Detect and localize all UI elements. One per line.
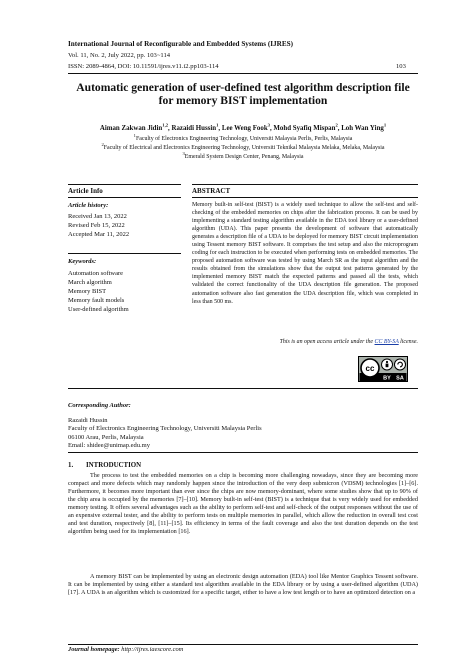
- abstract-text: Memory built-in self-test (BIST) is a widely used technique to allow the self-test and self-checking of the embedded memories on chips after the fabrication process. It can be used by implementing a standard testing algorithm available in the EDA tool library or a user-defined algorithm (UDA). This paper presents the development of software that automatically generates a description file of a UDA to be deployed for memory BIST circuit implementation using Tessent memory BIST software. It comprises the test setup and also the microprogram coding for each instruction to be executed when performing tests on embedded memories. The proposed automation software was tested by using March SR as the input algorithm and the results obtained from the simulations show that the output test patterns generated by the implemented memory BIST match the expected patterns and passed all the tests, which validated the correct functionality of the UDA description file generation. The proposed automation software also fast generation the UDA description file, which was completed in less than 500 ms.: [192, 202, 418, 305]
- keywords-label: Keywords:: [68, 258, 97, 265]
- affiliation-mark: 1: [133, 133, 136, 139]
- affiliation-mark: 2: [101, 142, 104, 148]
- open-access-prefix: This is an open access article under the: [279, 339, 375, 345]
- cc-license-link[interactable]: CC BY-SA: [374, 339, 399, 345]
- author-list: Aiman Zakwan Jidin$^{1,2}$, Razaidi Hussin$^1$, Lee Weng Fook$^3$, Mohd Syafiq Mispan$^2$, Loh Wan Ying$^1$: [99, 122, 387, 132]
- article-history-label: Article history:: [68, 202, 109, 209]
- cc-mark: cc: [365, 364, 375, 373]
- author-name: Razaidi Hussin: [171, 125, 217, 132]
- issn-doi: ISSN: 2089-4864, DOI: 10.11591/ijres.v11.i2.pp103-114: [68, 63, 219, 70]
- keyword-item: Memory BIST: [68, 288, 107, 295]
- author-affiliation-mark: 1,2: [162, 122, 169, 128]
- section-number: 1.: [68, 462, 74, 469]
- paper-title: Automatic generation of user-defined test algorithm description file for memory BIST implementation: [76, 81, 410, 108]
- affiliation-2: [68, 142, 418, 151]
- cc-by-sa-icon[interactable]: [358, 356, 408, 382]
- author-affiliation-mark: 1: [216, 122, 219, 128]
- corresponding-bottom-rule: [68, 452, 418, 453]
- affiliation-text: Faculty of Electrical and Electronics Engineering Technology, Universiti Teknikal Malaysia Melaka, Melaka, Malaysia: [103, 145, 385, 151]
- homepage-url[interactable]: http://ijres.iaescore.com: [121, 646, 184, 653]
- abstract-bottom-rule: [68, 388, 418, 389]
- author-affiliation-mark: 2: [335, 122, 338, 128]
- corresponding-author-block: [68, 402, 262, 451]
- page-number: 103: [396, 63, 406, 70]
- corresponding-author-affiliation: Faculty of Electronics Engineering Technology, Universiti Malaysia Perlis: [68, 425, 262, 432]
- affiliation-3: [68, 151, 418, 160]
- keyword-item: User-defined algorithm: [68, 306, 129, 313]
- sa-label: SA: [396, 375, 404, 382]
- header-rule: [68, 73, 418, 74]
- affiliation-text: Emerald System Design Center, Penang, Malaysia: [184, 154, 304, 160]
- author-name: Aiman Zakwan Jidin: [99, 125, 163, 132]
- keyword-item: March algorithm: [68, 279, 112, 286]
- section-title: INTRODUCTION: [86, 462, 142, 469]
- author-name: Loh Wan Ying: [341, 125, 384, 132]
- footer-rule: [68, 644, 418, 645]
- by-label: BY: [383, 375, 391, 382]
- abstract-label-rule: [192, 197, 418, 198]
- journal-homepage: Journal homepage: http://ijres.iaescore.com: [68, 646, 184, 653]
- received-date: Received Jan 13, 2022: [68, 213, 127, 220]
- revised-date: Revised Feb 15, 2022: [68, 222, 125, 229]
- article-info-top-rule: [68, 184, 181, 185]
- author-name: Mohd Syafiq Mispan: [273, 125, 336, 132]
- section-heading-introduction: [68, 462, 141, 469]
- affiliation-text: Faculty of Electronics Engineering Technology, Universiti Malaysia Perlis, Perlis, Malaysia: [135, 136, 353, 142]
- intro-paragraph-1: The process to test the embedded memories on a chip is becoming more challenging nowadays, since they are becoming more compact and more defects which may randomly happen since the introduction of the very deep submicron (VDSM) technologies [1]–[6]. Furthermore, it becomes more important than ever since the chips are now memory-dominant, where some studies show that up to 90% of the chip area is occupied by the memories [7]–[10]. Memory built-in self-test (BIST) is a technique that is very widely used for embedded memory testing. It offers several advantages such as the ability to perform self-test and self-check of the output responses without the use of an expensive external tester, and the ability to perform tests on multiple memories in parallel, which allow the reduction in overall test cost and test duration, respectively [8], [11]–[15]. Its efficiency in terms of the fault coverage and also the test duration depends on the test algorithm being used for its implementation [16].: [68, 472, 418, 535]
- corresponding-author-label: Corresponding Author:: [68, 402, 131, 409]
- affiliation-1: [68, 133, 418, 142]
- open-access-suffix: license.: [398, 339, 418, 345]
- author-affiliation-mark: 1: [383, 122, 387, 128]
- affiliation-mark: 3: [182, 151, 185, 157]
- journal-name: International Journal of Reconfigurable and Embedded Systems (IJRES): [68, 40, 294, 48]
- accepted-date: Accepted Mar 11, 2022: [68, 231, 130, 238]
- keywords-rule: [68, 253, 181, 254]
- open-access-notice: [192, 339, 418, 345]
- abstract-top-rule: [192, 184, 418, 185]
- keyword-item: Automation software: [68, 270, 124, 277]
- homepage-label: Journal homepage: [68, 646, 118, 653]
- article-info-label-rule: [68, 197, 181, 198]
- author-name: Lee Weng Fook: [221, 125, 268, 132]
- intro-paragraph-2: A memory BIST can be implemented by using an electronic design automation (EDA) tool like Mentor Graphics Tessent software. It can be implemented by using either a standard test algorithm available in the EDA library or by using a user-defined algorithm (UDA) [17]. A UDA is an algorithm which is customized for a specific target, either to have a low test length or to have an optimized detection on a: [68, 573, 418, 596]
- corresponding-author-name: Razaidi Hussin: [68, 416, 108, 424]
- keyword-item: Memory fault models: [68, 297, 125, 304]
- corresponding-author-address: 06100 Arau, Perlis, Malaysia: [68, 433, 144, 441]
- by-person-icon: [386, 361, 388, 363]
- article-info-label: Article Info: [68, 187, 103, 195]
- corresponding-author-email: Email: shidee@unimap.edu.my: [68, 442, 150, 449]
- abstract-label: ABSTRACT: [192, 187, 231, 195]
- volume-info: Vol. 11, No. 2, July 2022, pp. 103~114: [68, 52, 171, 59]
- author-affiliation-mark: 3: [267, 122, 270, 128]
